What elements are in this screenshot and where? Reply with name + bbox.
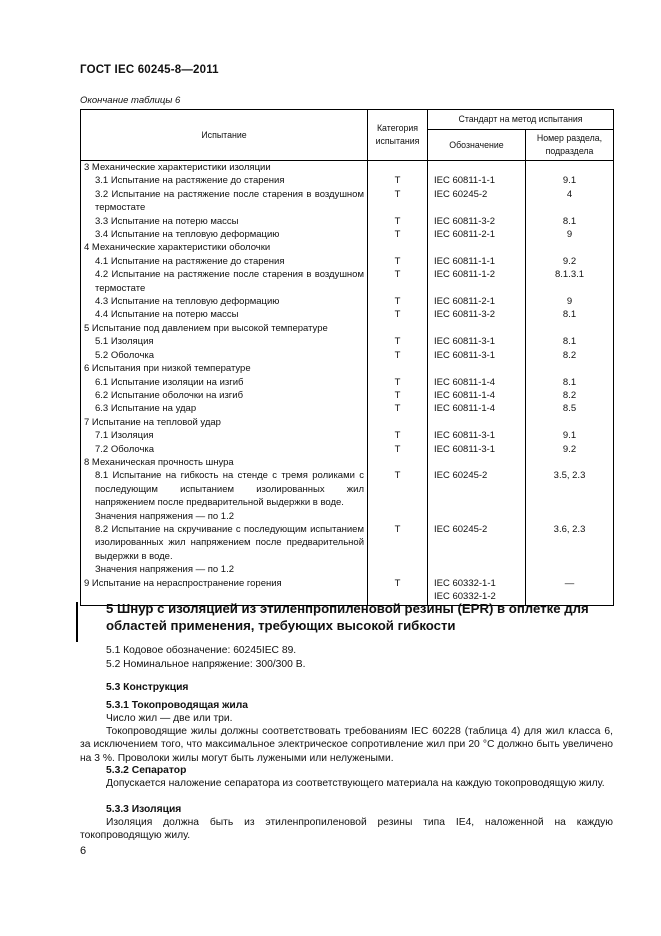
cell-category: Т — [368, 268, 428, 295]
cell-category: Т — [368, 188, 428, 215]
cell-section — [526, 510, 614, 523]
cell-designation: IEC 60811-1-1 — [428, 255, 526, 268]
cell-designation: IEC 60811-1-4 — [428, 402, 526, 415]
cell-designation: IEC 60811-3-1 — [428, 429, 526, 442]
header-standard: Стандарт на метод испытания — [428, 110, 614, 130]
cell-designation — [428, 322, 526, 335]
cell-test: 4 Механические характеристики оболочки — [81, 241, 368, 254]
cell-section: 9.1 — [526, 429, 614, 442]
table-row — [81, 456, 614, 469]
table-row — [81, 416, 614, 429]
cell-designation — [428, 161, 526, 175]
cell-category: Т — [368, 523, 428, 563]
cell-category: Т — [368, 469, 428, 509]
test-table — [80, 109, 614, 606]
cell-category — [368, 563, 428, 576]
cell-test: 4.2 Испытание на растяжение после старения в воздушном термостате — [81, 268, 368, 295]
cell-category: Т — [368, 376, 428, 389]
cell-category: Т — [368, 577, 428, 606]
cell-category — [368, 362, 428, 375]
section-5 — [80, 600, 620, 634]
table-row — [81, 228, 614, 241]
table-row — [81, 308, 614, 321]
table-row — [81, 188, 614, 215]
paragraph-separator: Допускается наложение сепаратора из соответствующего материала на каждую токопроводящую жилу. — [106, 778, 605, 789]
cell-test: 7.2 Оболочка — [81, 443, 368, 456]
cell-test: 8 Механическая прочность шнура — [81, 456, 368, 469]
cell-section — [526, 241, 614, 254]
cell-test: 3.1 Испытание на растяжение до старения — [81, 174, 368, 187]
cell-designation: IEC 60811-1-2 — [428, 268, 526, 295]
table-row — [81, 362, 614, 375]
cell-section: — — [526, 577, 614, 606]
cell-test: 4.4 Испытание на потерю массы — [81, 308, 368, 321]
section-5-heading: 5 Шнур с изоляцией из этиленпропиленовой резины (EPR) в оплетке для областей применения, требующих высокой гибкости — [106, 601, 589, 633]
paragraph-cores: Число жил — две или три. — [106, 713, 233, 724]
cell-section: 3.6, 2.3 — [526, 523, 614, 563]
cell-section: 3.5, 2.3 — [526, 469, 614, 509]
table-row — [81, 563, 614, 576]
table-row — [81, 255, 614, 268]
cell-test: 5.1 Изоляция — [81, 335, 368, 348]
header-test: Испытание — [81, 110, 368, 161]
cell-category — [368, 416, 428, 429]
cell-test: 7.1 Изоляция — [81, 429, 368, 442]
cell-category: Т — [368, 295, 428, 308]
cell-section: 8.2 — [526, 349, 614, 362]
cell-section: 8.1 — [526, 215, 614, 228]
table-row — [81, 510, 614, 523]
cell-designation — [428, 362, 526, 375]
cell-category: Т — [368, 389, 428, 402]
header-section: Номер раздела, подраздела — [526, 130, 614, 161]
table-row — [81, 268, 614, 295]
cell-section — [526, 416, 614, 429]
table-row — [81, 469, 614, 509]
cell-section: 4 — [526, 188, 614, 215]
paragraph-5-2: 5.2 Номинальное напряжение: 300/300 В. — [106, 659, 306, 670]
cell-test: 3.4 Испытание на тепловую деформацию — [81, 228, 368, 241]
cell-designation — [428, 241, 526, 254]
heading-5-3-2: 5.3.2 Сепаратор — [106, 765, 187, 776]
table-row — [81, 349, 614, 362]
table-row — [81, 376, 614, 389]
cell-category: Т — [368, 215, 428, 228]
cell-designation: IEC 60811-3-1 — [428, 443, 526, 456]
table-row — [81, 241, 614, 254]
cell-designation: IEC 60245-2 — [428, 469, 526, 509]
cell-designation: IEC 60811-3-2 — [428, 215, 526, 228]
cell-section: 8.1.3.1 — [526, 268, 614, 295]
cell-test: 5.2 Оболочка — [81, 349, 368, 362]
cell-designation — [428, 510, 526, 523]
table-row — [81, 174, 614, 187]
cell-section — [526, 456, 614, 469]
cell-test: 7 Испытание на тепловой удар — [81, 416, 368, 429]
cell-section: 8.1 — [526, 335, 614, 348]
cell-section: 8.1 — [526, 308, 614, 321]
cell-section: 9 — [526, 295, 614, 308]
cell-section: 9.1 — [526, 174, 614, 187]
header-category: Категория испытания — [368, 110, 428, 161]
cell-section: 8.2 — [526, 389, 614, 402]
cell-test: 9 Испытание на нераспространение горения — [81, 577, 368, 606]
cell-designation — [428, 416, 526, 429]
cell-category: Т — [368, 228, 428, 241]
cell-test: 6 Испытания при низкой температуре — [81, 362, 368, 375]
heading-5-3-1: 5.3.1 Токопроводящая жила — [106, 700, 248, 711]
cell-test: 3 Механические характеристики изоляции — [81, 161, 368, 175]
cell-section: 9.2 — [526, 255, 614, 268]
cell-category: Т — [368, 402, 428, 415]
cell-category: Т — [368, 443, 428, 456]
cell-designation: IEC 60811-3-1 — [428, 335, 526, 348]
cell-test: 4.1 Испытание на растяжение до старения — [81, 255, 368, 268]
cell-test: 3.2 Испытание на растяжение после старения в воздушном термостате — [81, 188, 368, 215]
cell-designation: IEC 60811-3-2 — [428, 308, 526, 321]
cell-section: 9 — [526, 228, 614, 241]
cell-designation: IEC 60811-1-4 — [428, 389, 526, 402]
table-row — [81, 523, 614, 563]
cell-designation: IEC 60245-2 — [428, 188, 526, 215]
cell-test: Значения напряжения — по 1.2 — [81, 510, 368, 523]
cell-designation: IEC 60245-2 — [428, 523, 526, 563]
cell-test: Значения напряжения — по 1.2 — [81, 563, 368, 576]
header-designation: Обозначение — [428, 130, 526, 161]
table-row — [81, 215, 614, 228]
cell-designation: IEC 60811-2-1 — [428, 228, 526, 241]
cell-designation — [428, 456, 526, 469]
cell-test: 4.3 Испытание на тепловую деформацию — [81, 295, 368, 308]
paragraph-5-1: 5.1 Кодовое обозначение: 60245IEC 89. — [106, 645, 297, 656]
cell-test: 5 Испытание под давлением при высокой температуре — [81, 322, 368, 335]
change-bar — [76, 602, 78, 642]
cell-category — [368, 161, 428, 175]
cell-category: Т — [368, 308, 428, 321]
table-row — [81, 335, 614, 348]
table-row — [81, 443, 614, 456]
cell-test: 6.1 Испытание изоляции на изгиб — [81, 376, 368, 389]
table-row — [81, 295, 614, 308]
heading-5-3: 5.3 Конструкция — [106, 682, 189, 693]
cell-test: 3.3 Испытание на потерю массы — [81, 215, 368, 228]
cell-designation: IEC 60811-1-4 — [428, 376, 526, 389]
table-row — [81, 161, 614, 175]
table-row — [81, 429, 614, 442]
cell-section: 9.2 — [526, 443, 614, 456]
cell-test: 6.2 Испытание оболочки на изгиб — [81, 389, 368, 402]
cell-designation — [428, 563, 526, 576]
cell-category: Т — [368, 335, 428, 348]
cell-section — [526, 161, 614, 175]
cell-category: Т — [368, 349, 428, 362]
cell-category: Т — [368, 429, 428, 442]
table-row — [81, 402, 614, 415]
cell-designation: IEC 60811-3-1 — [428, 349, 526, 362]
cell-category — [368, 456, 428, 469]
table-body — [81, 161, 614, 606]
cell-designation: IEC 60811-1-1 — [428, 174, 526, 187]
cell-designation: IEC 60332-1-1 IEC 60332-1-2 — [428, 577, 526, 606]
cell-section — [526, 362, 614, 375]
cell-category: Т — [368, 255, 428, 268]
table-caption: Окончание таблицы 6 — [80, 95, 181, 106]
page-number: 6 — [80, 845, 87, 857]
cell-section: 8.1 — [526, 376, 614, 389]
table-row — [81, 322, 614, 335]
cell-section: 8.5 — [526, 402, 614, 415]
cell-section — [526, 563, 614, 576]
cell-test: 8.1 Испытание на гибкость на стенде с тремя роликами с последующим испытанием изолированных жил напряжением после предварительной выдержки в воде. — [81, 469, 368, 509]
cell-category — [368, 241, 428, 254]
cell-category — [368, 322, 428, 335]
cell-test: 6.3 Испытание на удар — [81, 402, 368, 415]
heading-5-3-3: 5.3.3 Изоляция — [106, 804, 182, 815]
paragraph-insulation: Изоляция должна быть из этиленпропиленовой резины типа IE4, наложенной на каждую токопроводящую жилу. — [80, 817, 613, 842]
cell-category — [368, 510, 428, 523]
document-title: ГОСТ IEC 60245-8—2011 — [80, 64, 219, 76]
cell-category: Т — [368, 174, 428, 187]
paragraph-conductors: Токопроводящие жилы должны соответствовать требованиям IEC 60228 (таблица 4) для жил класса 6, за исключением того, что максимальное электрическое сопротивление жил при 20 °С должно быть увеличено на 3 %. Проволоки жилы могут быть лужеными или нелужеными. — [80, 726, 613, 764]
cell-section — [526, 322, 614, 335]
cell-designation: IEC 60811-2-1 — [428, 295, 526, 308]
cell-test: 8.2 Испытание на скручивание с последующим испытанием изолированных жил напряжением после предварительной выдержки в воде. — [81, 523, 368, 563]
table-row — [81, 389, 614, 402]
